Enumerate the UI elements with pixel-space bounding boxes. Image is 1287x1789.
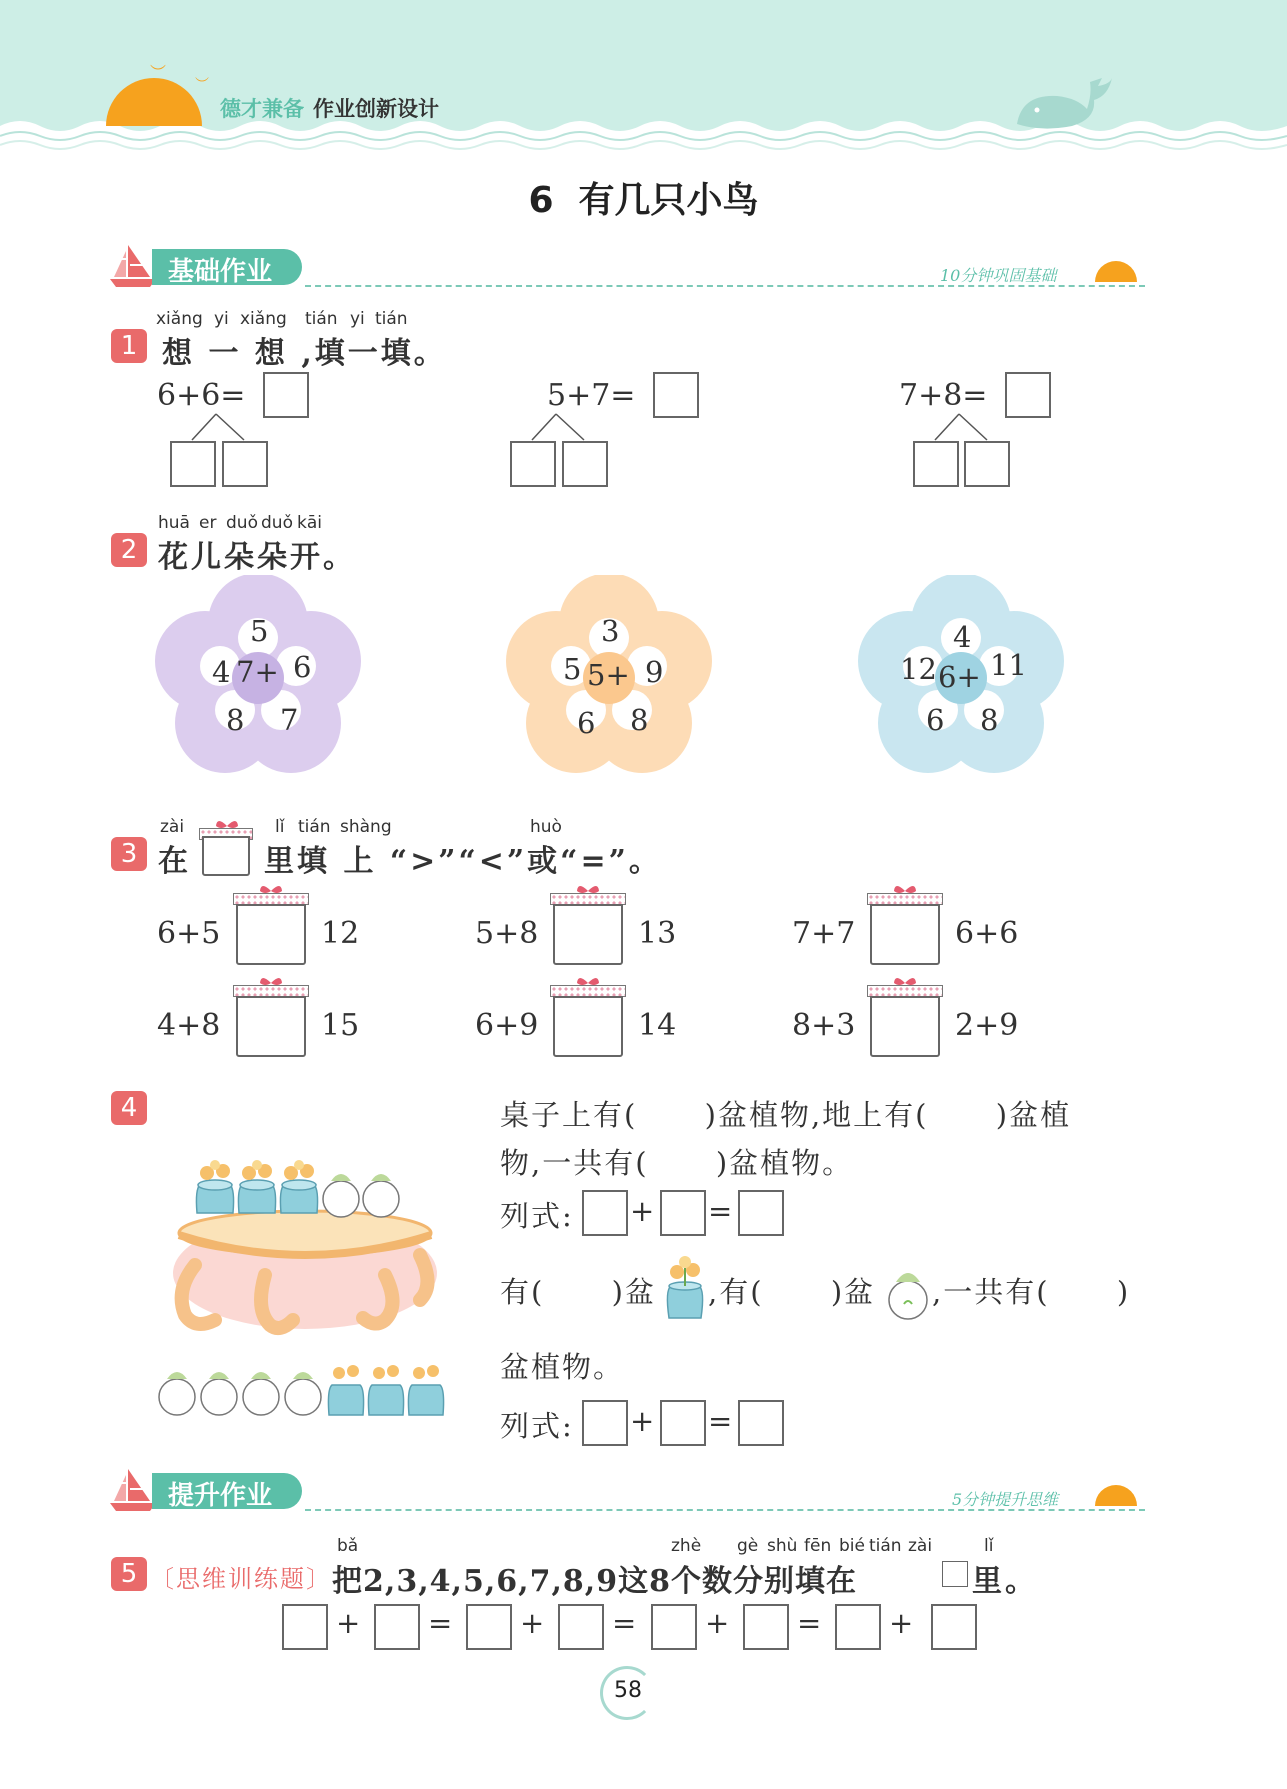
expression: 7+8= [899, 378, 988, 413]
pinyin: zhè [671, 1536, 702, 1556]
flower-pot-icon [663, 1250, 707, 1322]
q5-box[interactable] [374, 1604, 420, 1650]
section-tag: 10分钟巩固基础 [940, 266, 1057, 285]
q5-box[interactable] [466, 1604, 512, 1650]
pinyin: lǐ [275, 817, 285, 837]
split-lines [530, 412, 590, 442]
compare-box[interactable] [233, 883, 309, 965]
split-box[interactable] [913, 441, 959, 487]
expression: 6+6= [157, 378, 246, 413]
pinyin: xiǎng [156, 309, 203, 329]
formula-box[interactable] [738, 1400, 784, 1446]
pinyin: tián [869, 1536, 902, 1556]
q5-box[interactable] [931, 1604, 977, 1650]
formula-box[interactable] [660, 1190, 706, 1236]
q5-box[interactable] [558, 1604, 604, 1650]
q5-box[interactable] [743, 1604, 789, 1650]
plus-sign: + [336, 1606, 363, 1640]
plus-sign: + [520, 1606, 547, 1640]
flower-petal: 6 [293, 650, 312, 684]
plus-sign: + [889, 1606, 916, 1640]
small-sun-icon [1095, 261, 1137, 282]
flower-center: 6+ [938, 660, 981, 694]
gift-box-icon [199, 818, 253, 876]
q5-box[interactable] [282, 1604, 328, 1650]
split-box[interactable] [510, 441, 556, 487]
sailboat-icon [110, 1467, 156, 1513]
pinyin: yi [350, 309, 365, 329]
flower-petal: 8 [980, 703, 999, 737]
compare-left: 8+3 [792, 1008, 856, 1043]
q5-box[interactable] [835, 1604, 881, 1650]
equals-sign: = [797, 1606, 824, 1640]
split-lines [933, 412, 993, 442]
expression: 5+7= [547, 378, 636, 413]
flower-petal: 4 [953, 620, 972, 654]
equals-sign: = [708, 1194, 735, 1228]
pinyin: tián [375, 309, 408, 329]
flower-petal: 11 [990, 648, 1027, 682]
pinyin: bié [839, 1536, 865, 1556]
question-number: 3 [111, 837, 147, 871]
plus-sign: + [630, 1194, 657, 1228]
formula-box[interactable] [582, 1190, 628, 1236]
section-header-basic [110, 243, 1150, 289]
compare-right: 6+6 [955, 916, 1019, 951]
page-number: 58 [614, 1678, 642, 1703]
flower-petal: 6 [577, 706, 596, 740]
pinyin: duǒ [226, 513, 258, 533]
plus-sign: + [705, 1606, 732, 1640]
pinyin: lǐ [984, 1536, 994, 1556]
section-label: 基础作业 [168, 257, 273, 287]
pinyin: tián [298, 817, 331, 837]
question-number: 5 [111, 1557, 147, 1591]
sun-icon [106, 78, 202, 126]
formula-box[interactable] [582, 1400, 628, 1446]
formula-box[interactable] [660, 1400, 706, 1446]
q4-text-line3a: 有( )盆 [500, 1275, 656, 1309]
round-pot-icon [886, 1258, 930, 1322]
header-subtitle: 作业创新设计 [313, 97, 439, 121]
pinyin: er [199, 513, 217, 533]
q5-box[interactable] [651, 1604, 697, 1650]
compare-right: 14 [638, 1008, 677, 1043]
equals-sign: = [428, 1606, 455, 1640]
flower-petal: 9 [645, 655, 664, 689]
flower-petal: 6 [926, 703, 945, 737]
pinyin: huā [158, 513, 190, 533]
flower-petal: 8 [630, 703, 649, 737]
question-number: 2 [111, 533, 147, 567]
compare-box[interactable] [867, 975, 943, 1057]
flower-petal: 7 [280, 703, 299, 737]
question-text: 花儿朵朵开。 [158, 540, 356, 575]
question-text: 想 一 想 ,填一填。 [162, 336, 447, 371]
pinyin: kāi [297, 513, 322, 533]
compare-right: 12 [321, 916, 360, 951]
section-header-advanced [110, 1467, 1150, 1513]
compare-box[interactable] [550, 975, 626, 1057]
small-sun-icon [1095, 1485, 1137, 1506]
equals-sign: = [612, 1606, 639, 1640]
flower-petal: 5 [563, 652, 582, 686]
question-text: 在 [158, 844, 191, 879]
split-box[interactable] [562, 441, 608, 487]
flower-center: 5+ [587, 658, 630, 692]
question-number: 4 [111, 1091, 147, 1125]
flower-petal: 3 [601, 614, 620, 648]
pinyin: tián [305, 309, 338, 329]
compare-left: 5+8 [475, 916, 539, 951]
sailboat-icon [110, 243, 156, 289]
question-text: 里填 上 “>”“<”或“=”。 [264, 844, 662, 879]
lesson-title: 6 有几只小鸟 [528, 180, 759, 221]
q4-text-line4: 盆植物。 [500, 1350, 625, 1384]
pinyin: yi [214, 309, 229, 329]
pinyin: zài [908, 1536, 933, 1556]
page-header [0, 0, 1287, 150]
header-brand: 德才兼备 [220, 97, 304, 121]
plus-sign: + [630, 1404, 657, 1438]
section-label: 提升作业 [168, 1481, 273, 1511]
pinyin: fēn [804, 1536, 832, 1556]
thinking-tag: 〔思维训练题〕 [150, 1565, 332, 1593]
pinyin: huò [530, 817, 562, 837]
pinyin: shù [767, 1536, 798, 1556]
bird-icon: ︶ [195, 77, 209, 93]
split-box[interactable] [170, 441, 216, 487]
compare-left: 6+9 [475, 1008, 539, 1043]
answer-box[interactable] [1005, 372, 1051, 418]
question-number: 1 [111, 329, 147, 363]
question-text: 把2,3,4,5,6,7,8,9这8个数分别填在 [332, 1564, 857, 1599]
pinyin: duǒ [261, 513, 293, 533]
formula-label: 列式: [500, 1199, 574, 1233]
pinyin: bǎ [337, 1536, 359, 1556]
question-text: 里。 [972, 1564, 1038, 1599]
flower-petal: 12 [900, 652, 937, 686]
section-tag: 5分钟提升思维 [952, 1490, 1059, 1509]
flower-petal: 8 [226, 703, 245, 737]
split-lines [190, 412, 250, 442]
formula-label: 列式: [500, 1409, 574, 1443]
compare-left: 6+5 [157, 916, 221, 951]
pinyin: shàng [340, 817, 392, 837]
flower-center: 7+ [236, 655, 279, 689]
compare-right: 15 [321, 1008, 360, 1043]
q4-text-line2: 物,一共有( )盆植物。 [500, 1146, 854, 1180]
compare-box[interactable] [233, 975, 309, 1057]
split-box[interactable] [222, 441, 268, 487]
inline-box-icon [942, 1561, 968, 1587]
pinyin: zài [160, 817, 185, 837]
compare-box[interactable] [867, 883, 943, 965]
equals-sign: = [708, 1404, 735, 1438]
compare-left: 4+8 [157, 1008, 221, 1043]
whale-icon [1012, 74, 1112, 134]
q4-text-line3b: ,有( )盆 [708, 1275, 876, 1309]
formula-box[interactable] [738, 1190, 784, 1236]
q4-text-line1: 桌子上有( )盆植物,地上有( )盆植 [500, 1098, 1072, 1132]
answer-box[interactable] [653, 372, 699, 418]
bird-icon: ︶ [150, 63, 167, 82]
pinyin: gè [737, 1536, 759, 1556]
table-with-plants-illustration [155, 1115, 455, 1445]
compare-left: 7+7 [792, 916, 856, 951]
pinyin: xiǎng [240, 309, 287, 329]
flower-petal: 5 [250, 614, 269, 648]
compare-box[interactable] [550, 883, 626, 965]
compare-right: 2+9 [955, 1008, 1019, 1043]
split-box[interactable] [964, 441, 1010, 487]
q4-text-line3c: ,一共有( ) [932, 1275, 1131, 1309]
compare-right: 13 [638, 916, 677, 951]
flower-petal: 4 [212, 655, 231, 689]
answer-box[interactable] [263, 372, 309, 418]
